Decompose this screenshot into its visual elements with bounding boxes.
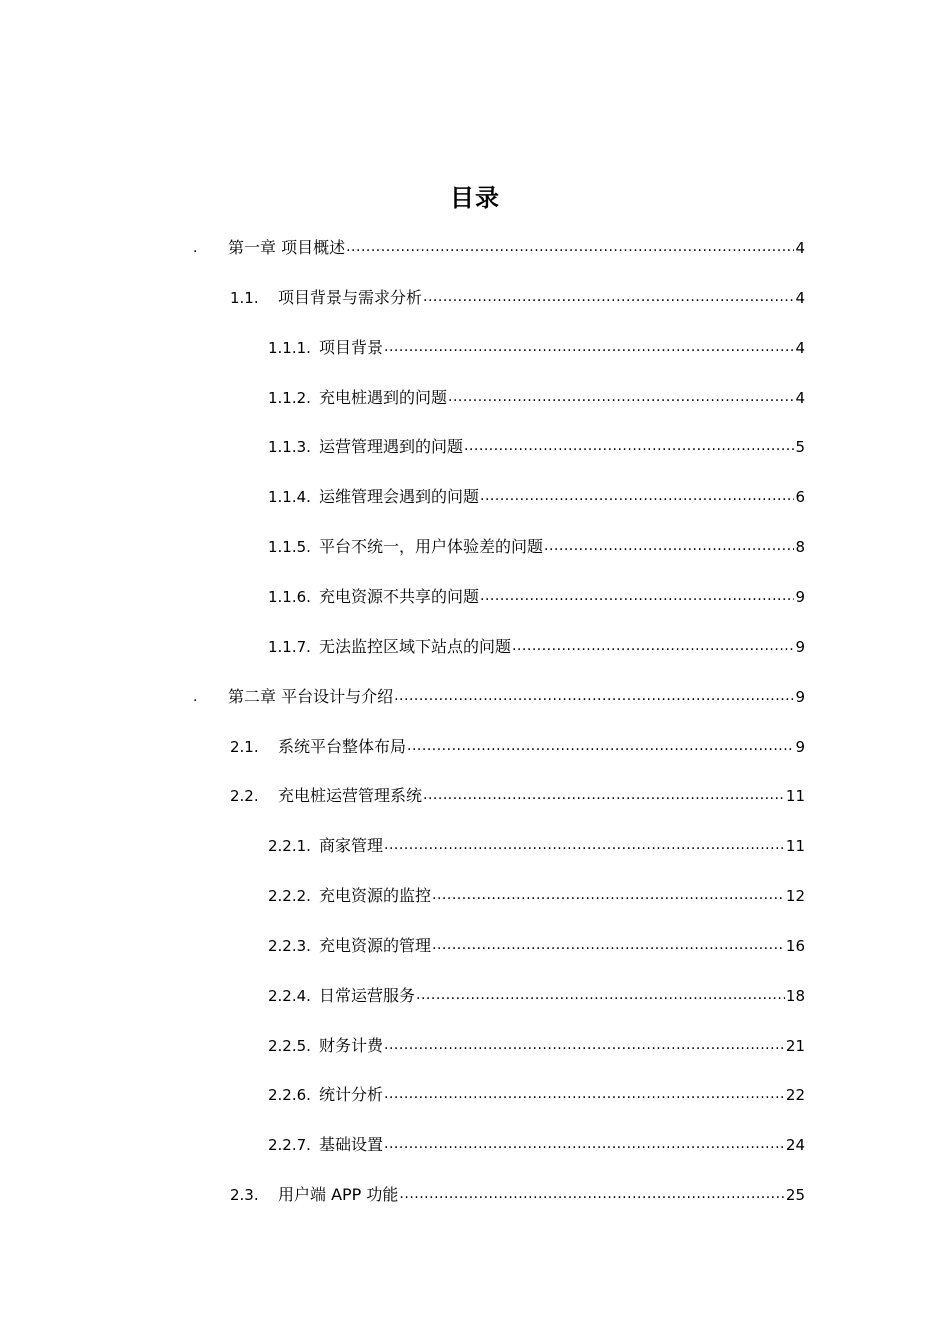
toc-entry[interactable] [268,1031,805,1057]
toc-dot-leader [399,1183,784,1205]
toc-dot-leader [346,236,794,258]
toc-entry-page: 25 [785,1186,805,1205]
toc-dot-leader [394,685,794,707]
toc-dot-leader [464,435,794,457]
toc-entry[interactable] [268,1130,805,1156]
toc-entry-label: 商家管理 [319,836,384,856]
toc-entry-page: 22 [785,1086,805,1105]
toc-entry-number: 2.2.3. [268,936,311,955]
toc-entry-page: 6 [795,488,805,507]
toc-dot-leader [384,336,794,358]
toc-dot-leader [480,485,794,507]
toc-entry-label: 财务计费 [319,1035,384,1055]
toc-entry[interactable] [230,283,805,309]
toc-entry-label: 用户端 APP 功能 [278,1185,399,1205]
toc-entry[interactable] [268,383,805,409]
toc-entry-number: 2.2. [230,787,259,806]
toc-entry[interactable] [193,233,805,259]
toc-entry-page: 21 [785,1036,805,1055]
toc-entry-number: 1.1.4. [268,488,311,507]
toc-entry[interactable] [230,732,805,758]
toc-entry-page: 9 [795,687,805,706]
toc-entry[interactable] [230,1180,805,1206]
toc-entry-number: 2.3. [230,1186,259,1205]
toc-entry-number: 2.2.4. [268,986,311,1005]
toc-dot-leader [432,934,785,956]
toc-entry[interactable] [268,582,805,608]
toc-entry-page: 5 [795,438,805,457]
toc-entry[interactable] [268,532,805,558]
toc-dot-leader [423,784,785,806]
toc-entry-label: 运营管理遇到的问题 [319,437,464,457]
toc-entry[interactable] [268,632,805,658]
toc-entry-label: 充电资源的监控 [319,886,432,906]
toc-entry-label: 平台不统一，用户体验差的问题 [319,537,544,557]
toc-entry-number: 1.1.2. [268,388,311,407]
toc-entry-label: 充电桩遇到的问题 [319,387,448,407]
toc-entry-label: 第二章 平台设计与介绍 [228,686,394,706]
toc-entry-page: 11 [785,787,805,806]
toc-dot-leader [432,884,785,906]
toc-entry[interactable] [268,831,805,857]
toc-entry-number: 2.2.5. [268,1036,311,1055]
toc-entry-page: 12 [785,887,805,906]
toc-entry-page: 9 [795,637,805,656]
toc-entry[interactable] [268,981,805,1007]
toc-entry-page: 16 [785,936,805,955]
toc-entry-label: 充电资源不共享的问题 [319,586,480,606]
toc-entry-page: 9 [795,587,805,606]
toc-dot-leader [384,834,785,856]
toc-entry-label: 项目背景与需求分析 [278,287,423,307]
toc-dot-leader [544,535,794,557]
toc-entry-page: 18 [785,986,805,1005]
toc-entry[interactable] [268,931,805,957]
toc-entry-page: 11 [785,837,805,856]
toc-entry-label: 充电资源的管理 [319,935,432,955]
toc-entry-page: 4 [795,288,805,307]
toc-entry[interactable] [268,1080,805,1106]
toc-entry-number: 1.1.7. [268,637,311,656]
toc-entry-label: 项目背景 [319,337,384,357]
toc-entry-number: . [193,688,198,705]
toc-entry-number: 1.1.3. [268,438,311,457]
toc-entry-label: 运维管理会遇到的问题 [319,487,480,507]
toc-entry-label: 第一章 项目概述 [228,238,346,257]
toc-entry-number: 2.2.2. [268,887,311,906]
toc-entry-label: 统计分析 [319,1085,384,1105]
toc-dot-leader [448,386,794,408]
toc-entry-number: 2.2.7. [268,1136,311,1155]
toc-dot-leader [384,1133,785,1155]
toc-dot-leader [384,1083,785,1105]
toc-entry-number: 1.1. [230,288,259,307]
toc-entry[interactable] [230,781,805,807]
toc-entry-page: 4 [795,338,805,357]
toc-dot-leader [407,735,794,757]
toc-entry-page: 8 [795,538,805,557]
toc-entry[interactable] [268,482,805,508]
toc-entry-number: . [193,240,198,256]
toc-entry-label: 无法监控区域下站点的问题 [319,636,512,656]
toc-entry-number: 1.1.1. [268,338,311,357]
toc-entry-page: 4 [795,388,805,407]
toc-entry[interactable] [268,333,805,359]
toc-dot-leader [384,1034,785,1056]
toc-entry-number: 2.2.1. [268,837,311,856]
toc-dot-leader [512,635,794,657]
toc-entry-label: 系统平台整体布局 [278,736,407,756]
toc-entry-number: 1.1.6. [268,587,311,606]
toc-entry-label: 基础设置 [319,1135,384,1155]
toc-title: 目录 [450,184,500,212]
toc-entry[interactable] [268,881,805,907]
toc-entry-number: 2.1. [230,737,259,756]
toc-entry-page: 9 [795,737,805,756]
toc-dot-leader [480,585,794,607]
toc-dot-leader [423,286,794,308]
toc-entry-label: 充电桩运营管理系统 [278,786,423,806]
toc-entry-page: 4 [795,239,805,257]
toc-entry-number: 2.2.6. [268,1086,311,1105]
toc-entry-page: 24 [785,1136,805,1155]
toc-entry[interactable] [268,432,805,458]
toc-entry-label: 日常运营服务 [319,985,416,1005]
toc-entry[interactable] [193,682,805,708]
toc-dot-leader [416,984,785,1006]
toc-entry-number: 1.1.5. [268,538,311,557]
